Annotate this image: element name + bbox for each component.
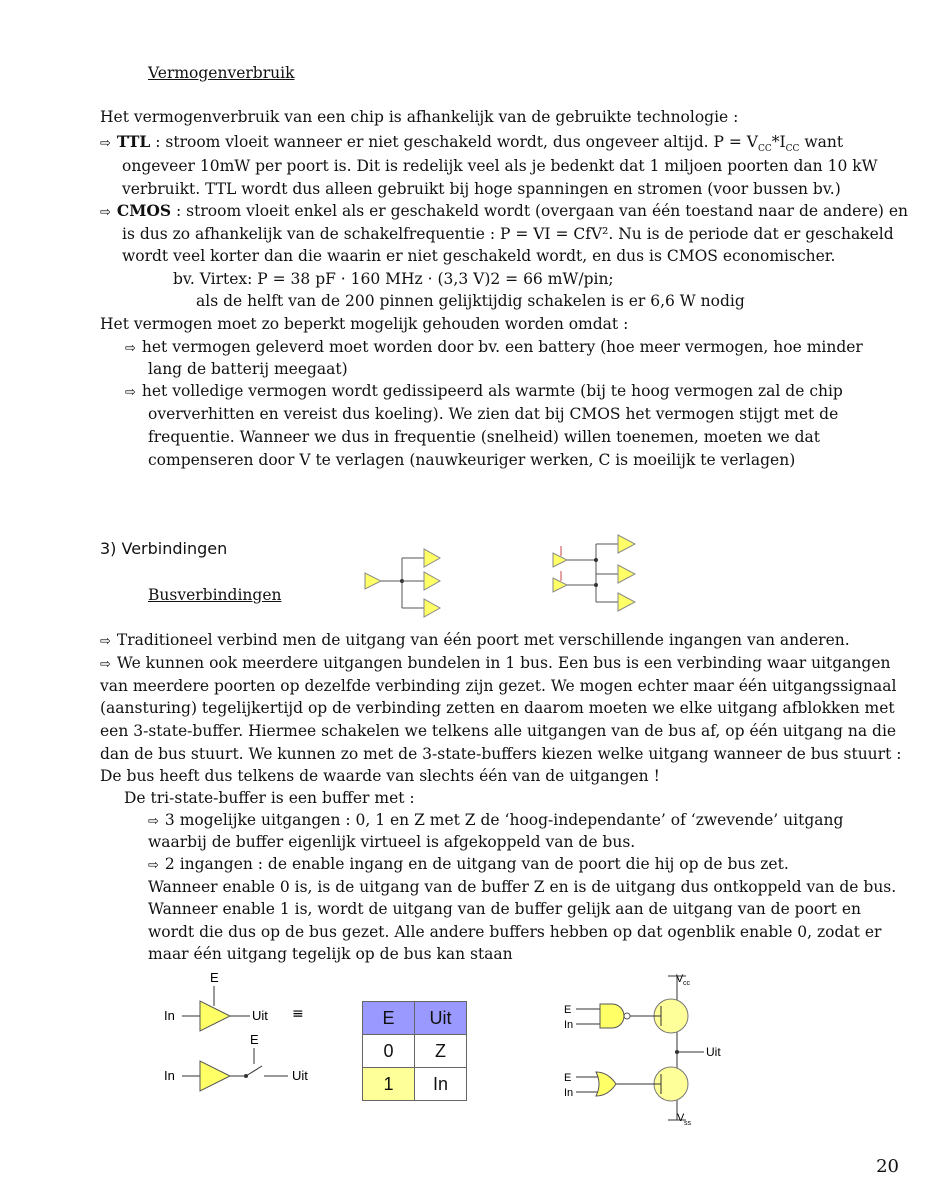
arrow-right-icon: ⇨ (125, 341, 136, 356)
ttl-line-2: ongeveer 10mW per poort is. Dit is redelijk veel als je bedenkt dat 1 miljoen poorten dan 10 kW (122, 157, 878, 175)
bus-line-5: een 3-state-buffer. Hiermee schakelen we telkens alle uitgangen van de bus af, op één uitgang na die (100, 722, 897, 740)
truth-cell: In (415, 1068, 467, 1101)
arrow-right-icon: ⇨ (148, 814, 159, 829)
arrow-right-icon: ⇨ (100, 205, 111, 220)
bus-line-1: ⇨ Traditioneel verbind men de uitgang van één poort met verschillende ingangen van anderen. (100, 631, 850, 649)
arrow-right-icon: ⇨ (148, 858, 159, 873)
page-number: 20 (876, 1156, 899, 1177)
bus-line-6: dan de bus stuurt. We kunnen zo met de 3-state-buffers kiezen welke uitgang wanneer de bus stuurt : (100, 745, 902, 763)
beperkt-bullet-2b: oververhitten en vereist dus koeling). We zien dat bij CMOS het vermogen stijgt met de (148, 405, 839, 423)
svg-text:In: In (164, 1008, 175, 1023)
buffer-gate-icon (424, 549, 440, 567)
svg-text:ss: ss (684, 1120, 691, 1127)
arrow-right-icon: ⇨ (100, 657, 111, 672)
enable-line-3: wordt die dus op de bus gezet. Alle andere buffers hebben op dat ogenblik enable 0, zodat er (148, 923, 882, 941)
cmos-line-3: wordt veel korter dan die waarin er niet geschakeld wordt, en dus is CMOS economischer. (122, 247, 836, 265)
svg-text:In: In (564, 1087, 574, 1099)
truth-header-e: E (363, 1002, 415, 1035)
arrow-right-icon: ⇨ (100, 634, 111, 649)
tristate-bullet-2: ⇨ 2 ingangen : de enable ingang en de uitgang van de poort die hij op de bus zet. (148, 855, 789, 873)
bus-line-3: van meerdere poorten op dezelfde verbinding zijn gezet. We mogen echter maar één uitgangssignaal (100, 677, 897, 695)
cmos-example-2: als de helft van de 200 pinnen gelijktijdig schakelen is er 6,6 W nodig (196, 292, 745, 310)
tristate-buffer-icon (553, 553, 567, 567)
bus-line-4: (aansturing) tegelijkertijd op de verbinding zetten en daarom moeten we elke uitgang afblokken met (100, 699, 895, 717)
intro-line: Het vermogenverbruik van een chip is afhankelijk van de gebruikte technologie : (100, 108, 739, 126)
beperkt-bullet-1a: ⇨ het vermogen geleverd moet worden door bv. een battery (hoe meer vermogen, hoe minder (125, 338, 863, 356)
buffer-gate-icon (424, 572, 440, 590)
beperkt-bullet-2c: frequentie. Wanneer we dus in frequentie (snelheid) willen toenemen, moeten we dat (148, 428, 820, 446)
tristate-bullet-1a: ⇨ 3 mogelijke uitgangen : 0, 1 en Z met Z de ‘hoog-independante’ of ‘zwevende’ uitgang (148, 811, 844, 829)
cmos-line-2: is dus zo afhankelijk van de schakelfrequentie : P = VI = CfV². Nu is de periode dat er geschakeld (122, 225, 894, 243)
svg-text:E: E (564, 1072, 572, 1084)
svg-text:Uit: Uit (292, 1068, 308, 1083)
truth-cell: 0 (363, 1035, 415, 1068)
buffer-gate-icon (365, 573, 381, 589)
arrow-right-icon: ⇨ (100, 136, 111, 151)
switch-icon (246, 1066, 262, 1076)
svg-text:V: V (676, 973, 684, 985)
truth-table (362, 1001, 467, 1101)
heading-busverbindingen: Busverbindingen (148, 586, 282, 604)
svg-text:In: In (564, 1019, 574, 1031)
buffer-gate-icon (618, 593, 635, 611)
buffer-gate-icon (618, 565, 635, 583)
heading-vermogenverbruik: Vermogenverbruik (148, 64, 295, 82)
buffer-gate-icon (618, 535, 635, 553)
beperkt-bullet-2a: ⇨ het volledige vermogen wordt gedissipeerd als warmte (bij te hoog vermogen zal de chip (125, 382, 843, 400)
svg-text:Uit: Uit (252, 1008, 268, 1023)
enable-line-1: Wanneer enable 0 is, is de uitgang van de buffer Z en is de uitgang dus ontkoppeld van de bus. (148, 878, 897, 896)
enable-line-4: maar één uitgang tegelijk op de bus kan staan (148, 945, 513, 963)
tristate-bullet-1b: waarbij de buffer eigenlijk virtueel is afgekoppeld van de bus. (148, 833, 636, 851)
buffer-gate-icon (200, 1061, 230, 1091)
truth-cell: 1 (363, 1068, 415, 1101)
cmos-circuit-figure (556, 970, 736, 1135)
arrow-right-icon: ⇨ (125, 385, 136, 400)
svg-text:In: In (164, 1068, 175, 1083)
ttl-line-3: verbruikt. TTL wordt dus alleen gebruikt bij hoge spanningen en stromen (voor bussen bv.) (122, 180, 841, 198)
tristate-symbol-figure (158, 968, 328, 1098)
bus-line-7: De bus heeft dus telkens de waarde van slechts één van de uitgangen ! (100, 767, 660, 785)
svg-text:E: E (564, 1004, 572, 1016)
buffer-gate-icon (200, 1001, 230, 1031)
nor-gate-icon (596, 1072, 616, 1096)
tristate-intro: De tri-state-buffer is een buffer met : (124, 789, 415, 807)
fanout-diagram (360, 542, 450, 620)
bus-line-2: ⇨ We kunnen ook meerdere uitgangen bundelen in 1 bus. Een bus is een verbinding waar uitgangen (100, 654, 891, 672)
truth-cell: Z (415, 1035, 467, 1068)
cmos-example-1: bv. Virtex: P = 38 pF · 160 MHz · (3,3 V)2 = 66 mW/pin; (173, 270, 614, 288)
tristate-buffer-icon (553, 578, 567, 592)
svg-text:E: E (250, 1032, 259, 1047)
beperkt-intro: Het vermogen moet zo beperkt mogelijk gehouden worden omdat : (100, 315, 629, 333)
enable-line-2: Wanneer enable 1 is, wordt de uitgang van de buffer gelijk aan de uitgang van de poort en (148, 900, 861, 918)
bus-diagram (548, 532, 640, 617)
buffer-gate-icon (424, 599, 440, 617)
svg-text:≡: ≡ (292, 1006, 304, 1022)
beperkt-bullet-2d: compenseren door V te verlagen (nauwkeuriger werken, C is moeilijk te verlagen) (148, 451, 796, 469)
svg-text:V: V (677, 1112, 685, 1124)
nand-gate-icon (600, 1004, 624, 1028)
truth-header-uit: Uit (415, 1002, 467, 1035)
svg-text:cc: cc (683, 980, 690, 987)
beperkt-bullet-1b: lang de batterij meegaat) (148, 360, 348, 378)
cmos-line-1: ⇨ CMOS : stroom vloeit enkel als er geschakeld wordt (overgaan van één toestand naar de andere) en (100, 201, 909, 220)
svg-text:E: E (210, 970, 219, 985)
svg-text:Uit: Uit (706, 1045, 721, 1059)
ttl-line-1: ⇨ TTL : stroom vloeit wanneer er niet geschakeld wordt, dus ongeveer altijd. $P = V_{CC}*I_{CC}$ want (100, 132, 844, 155)
section-title-verbindingen: 3) Verbindingen (100, 539, 228, 558)
